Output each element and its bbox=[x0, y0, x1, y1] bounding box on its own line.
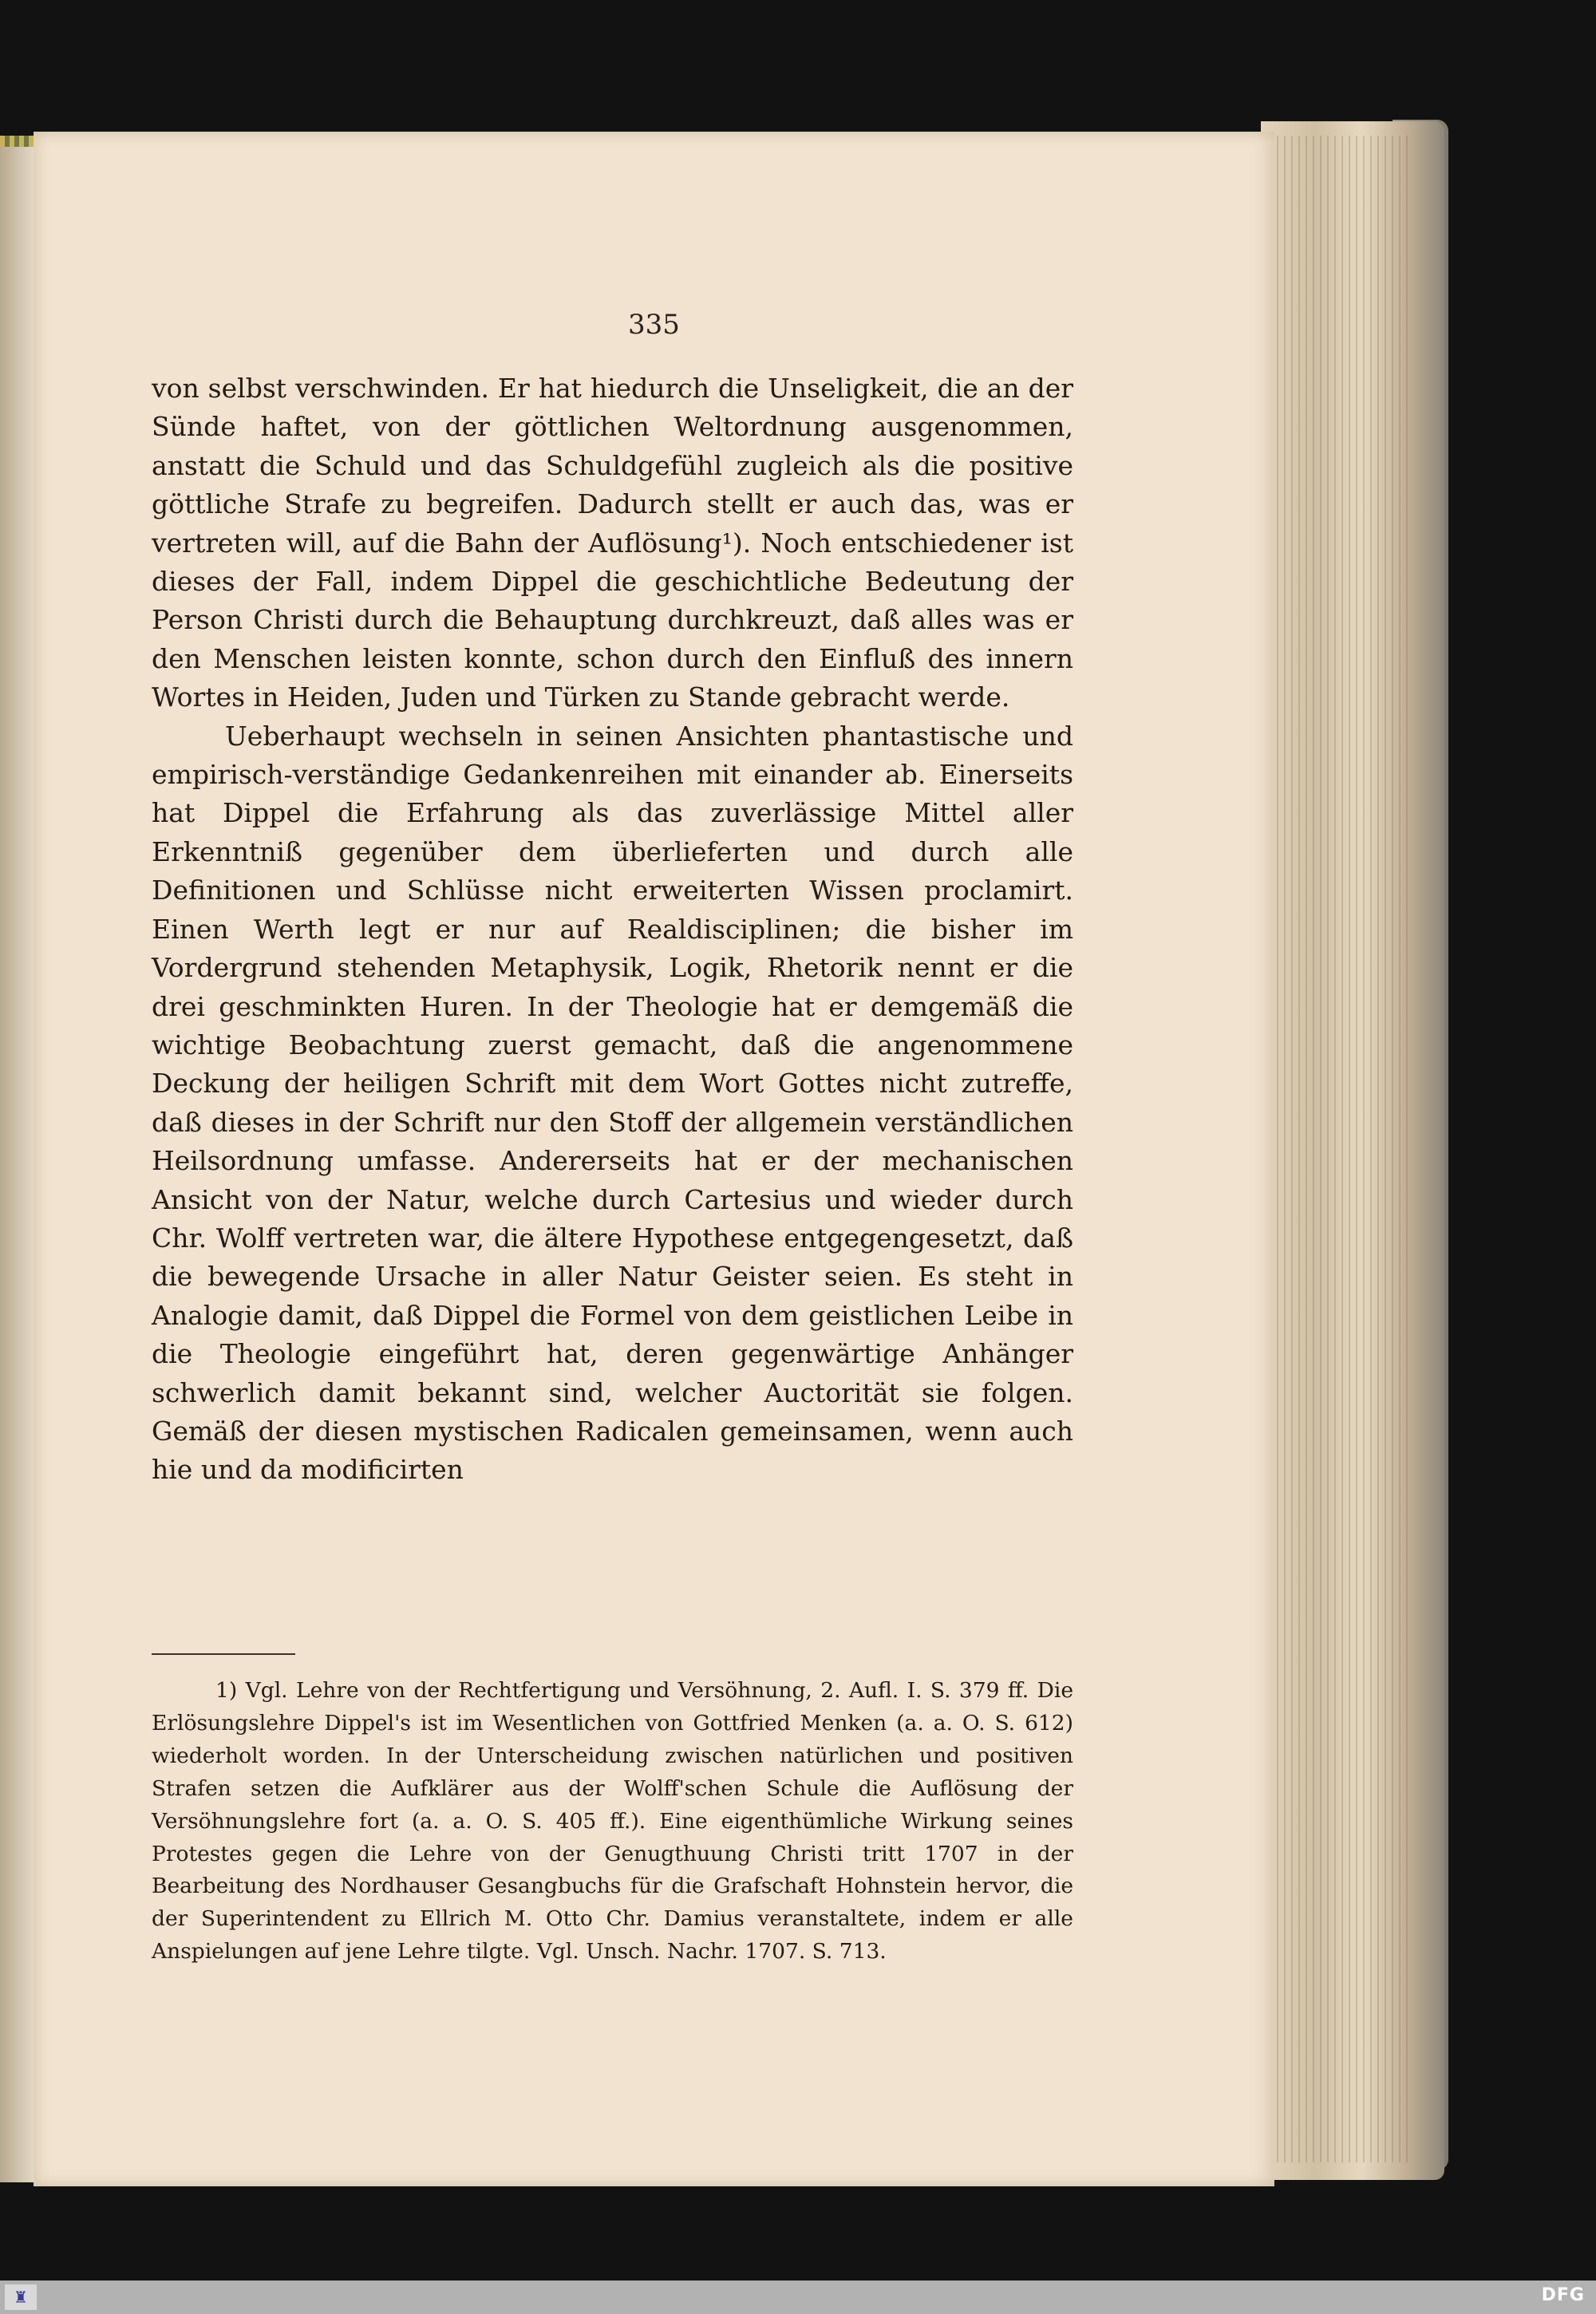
dfg-logo: DFG bbox=[1541, 2285, 1585, 2305]
page-number: 335 bbox=[628, 309, 680, 341]
footnote-1: 1) Vgl. Lehre von der Rechtfertigung und Versöhnung, 2. Aufl. I. S. 379 ff. Die Erlösungslehre Dippel's ist im Wesentlichen von Gottfried Menken (a. a. O. S. 612) wiederholt worden. In der Unterscheidung zwischen natürlichen und positiven Strafen setzen die Aufklärer aus der Wolff'schen Schule die Auflösung der Versöhnungslehre fort (a. a. O. S. 405 ff.). Eine eigenthümliche Wirkung seines Protestes gegen die Lehre von der Genugthuung Christi tritt 1707 in der Bearbeitung des Nordhauser Gesangbuchs für die Grafschaft Hohnstein hervor, die der Superintendent zu Ellrich M. Otto Chr. Damius veranstaltete, indem er alle Anspielungen auf jene Lehre tilgte. Vgl. Unsch. Nachr. 1707. S. 713. bbox=[152, 1678, 1073, 1965]
library-crest-icon: ♜ bbox=[5, 2284, 37, 2310]
book-page bbox=[34, 132, 1274, 2186]
left-page-edge bbox=[0, 140, 38, 2182]
paragraph-1: von selbst verschwinden. Er hat hiedurch die Unseligkeit, die an der Sünde haftet, von der göttlichen Weltordnung ausgenommen, anstatt die Schuld und das Schuldgefühl zugleich als die positive göttliche Strafe zu begreifen. Dadurch stellt er auch das, was er vertreten will, auf die Bahn der Auflösung¹). Noch entschiedener ist dieses der Fall, indem Dippel die geschichtliche Bedeutung der Person Christi durch die Behauptung durchkreuzt, daß alles was er den Menschen leisten konnte, schon durch den Einfluß des innern Wortes in Heiden, Juden und Türken zu Stande gebracht werde. bbox=[152, 373, 1073, 713]
main-text bbox=[152, 369, 1073, 1490]
page-stack-lines bbox=[1277, 136, 1412, 2162]
paragraph-2: Ueberhaupt wechseln in seinen Ansichten phantastische und empirisch-verständige Gedankenreihen mit einander ab. Einerseits hat Dippel die Erfahrung als das zuverlässige Mittel aller Erkenntniß gegenüber dem überlieferten und durch alle Definitionen und Schlüsse nicht erweiterten Wissen proclamirt. Einen Werth legt er nur auf Realdisciplinen; die bisher im Vordergrund stehenden Metaphysik, Logik, Rhetorik nennt er die drei geschminkten Huren. In der Theologie hat er demgemäß die wichtige Beobachtung zuerst gemacht, daß die angenommene Deckung der heiligen Schrift mit dem Wort Gottes nicht zutreffe, daß dieses in der Schrift nur den Stoff der allgemein verständlichen Heilsordnung umfasse. Andererseits hat er der mechanischen Ansicht von der Natur, welche durch Cartesius und wieder durch Chr. Wolff vertreten war, die ältere Hypothese entgegengesetzt, daß die bewegende Ursache in aller Natur Geister seien. Es steht in Analogie damit, daß Dippel die Formel von dem geistlichen Leibe in die Theologie eingeführt hat, deren gegenwärtige Anhänger schwerlich damit bekannt sind, welcher Auctorität sie folgen. Gemäß der diesen mystischen Radicalen gemeinsamen, wenn auch hie und da modificirten bbox=[152, 720, 1073, 1486]
footnote-separator bbox=[152, 1653, 295, 1655]
viewer-footer bbox=[0, 2280, 1596, 2314]
